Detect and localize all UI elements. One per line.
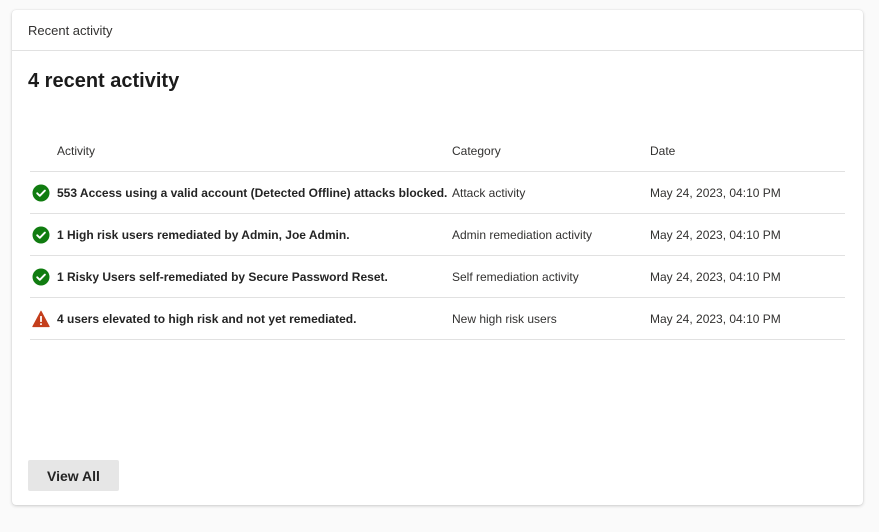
category-cell: New high risk users (452, 311, 557, 326)
date-cell: May 24, 2023, 04:10 PM (650, 269, 781, 284)
warning-triangle-icon (32, 310, 50, 328)
activity-text: 1 Risky Users self-remediated by Secure Password Reset. (57, 269, 388, 284)
date-cell: May 24, 2023, 04:10 PM (650, 185, 781, 200)
activity-table (30, 130, 845, 340)
category-cell: Self remediation activity (452, 269, 579, 284)
table-row[interactable] (30, 214, 845, 256)
recent-activity-card (12, 10, 863, 505)
card-header-title: Recent activity (28, 22, 113, 38)
activity-count-title: 4 recent activity (28, 70, 180, 92)
table-row[interactable] (30, 256, 845, 298)
check-circle-icon (32, 184, 50, 202)
table-header (30, 130, 845, 172)
activity-text: 1 High risk users remediated by Admin, Joe Admin. (57, 227, 350, 242)
category-cell: Attack activity (452, 185, 526, 200)
date-cell: May 24, 2023, 04:10 PM (650, 227, 781, 242)
table-row[interactable] (30, 298, 845, 340)
column-header-category[interactable]: Category (452, 143, 501, 158)
table-row[interactable] (30, 172, 845, 214)
activity-text: 4 users elevated to high risk and not yet remediated. (57, 311, 357, 326)
check-circle-icon (32, 226, 50, 244)
view-all-button[interactable]: View All (28, 460, 119, 491)
column-header-activity[interactable]: Activity (57, 143, 96, 158)
check-circle-icon (32, 268, 50, 286)
date-cell: May 24, 2023, 04:10 PM (650, 311, 781, 326)
category-cell: Admin remediation activity (452, 227, 593, 242)
column-header-date[interactable]: Date (650, 143, 676, 158)
card-header (12, 10, 863, 51)
activity-text: 553 Access using a valid account (Detected Offline) attacks blocked. (57, 185, 448, 200)
